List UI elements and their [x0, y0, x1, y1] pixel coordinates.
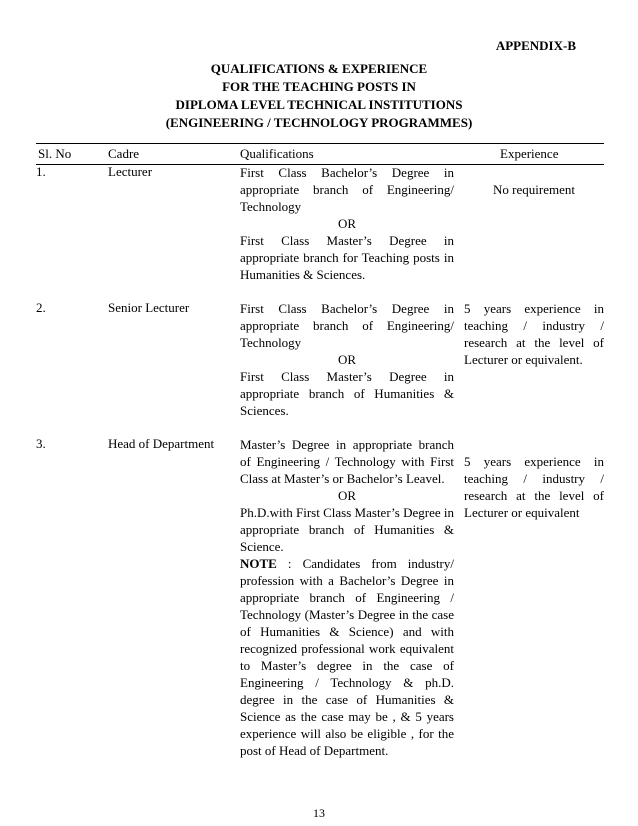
title-line-4: (ENGINEERING / TECHNOLOGY PROGRAMMES): [165, 115, 473, 130]
row-experience: 5 years experience in teaching / industry / research at the level of Lecturer or equivalent.: [464, 301, 604, 367]
row-cadre: Head of Department: [108, 436, 215, 451]
title-line-3: DIPLOMA LEVEL TECHNICAL INSTITUTIONS: [175, 97, 463, 112]
row-sl-no: 1.: [36, 164, 46, 179]
qualification-option-a: First Class Bachelor’s Degree in appropriate branch of Engineering/ Technology: [240, 165, 454, 214]
header-cadre: Cadre: [108, 146, 140, 161]
row-cadre: Lecturer: [108, 164, 153, 179]
table-row-senior-lecturer: [36, 300, 604, 436]
row-cadre: Senior Lecturer: [108, 300, 190, 315]
row-sl-no: 3.: [36, 436, 46, 451]
header-qualifications: Qualifications: [240, 146, 314, 161]
qualification-option-a: First Class Bachelor’s Degree in appropriate branch of Engineering/ Technology: [240, 301, 454, 350]
header-sl-no: Sl. No: [38, 146, 72, 161]
document-title: [0, 60, 638, 132]
title-line-1: QUALIFICATIONS & EXPERIENCE: [210, 61, 428, 76]
table-row-head-of-department: [36, 436, 604, 759]
row-qualifications: [240, 436, 454, 759]
title-line-2: FOR THE TEACHING POSTS IN: [222, 79, 416, 94]
appendix-label: APPENDIX-B: [495, 38, 576, 53]
or-separator: OR: [337, 216, 357, 231]
table-row-lecturer: [36, 164, 604, 300]
page-number: 13: [313, 806, 325, 820]
or-separator: OR: [337, 352, 357, 367]
row-qualifications: [240, 300, 454, 419]
qualification-option-b: First Class Master’s Degree in appropriate branch of Humanities & Sciences.: [240, 369, 454, 418]
qualification-option-b: Ph.D.with First Class Master’s Degree in appropriate branch of Humanities & Science.: [240, 505, 454, 554]
qualification-option-a: Master’s Degree in appropriate branch of Engineering / Technology with First Class at Master’s or Bachelor’s Leavel.: [240, 437, 454, 486]
qualification-option-b: First Class Master’s Degree in appropriate branch for Teaching posts in Humanities & Sciences.: [240, 233, 454, 282]
row-qualifications: [240, 164, 454, 283]
table-header-row: [36, 143, 604, 165]
row-sl-no: 2.: [36, 300, 46, 315]
header-experience: Experience: [500, 146, 559, 161]
row-experience: No requirement: [493, 182, 575, 197]
note-paragraph: [240, 555, 454, 759]
or-separator: OR: [337, 488, 357, 503]
qualifications-table: [36, 164, 604, 759]
note-text: : Candidates from industry/ profession with a Bachelor’s Degree in appropriate branch of Engineering / Technology (Master’s Degree in the case of Humanities & Science) and with recognized professional work equivalent to Master’s degree in the case of Engineering / Technology & ph.D. degree in the case of Humanities & Science as the case may be , & 5 years experience will also be eligible , for the post of Head of Department.: [240, 556, 454, 758]
row-experience: 5 years experience in teaching / industry / research at the level of Lecturer or equivalent: [464, 454, 604, 520]
note-label: NOTE: [240, 556, 277, 571]
